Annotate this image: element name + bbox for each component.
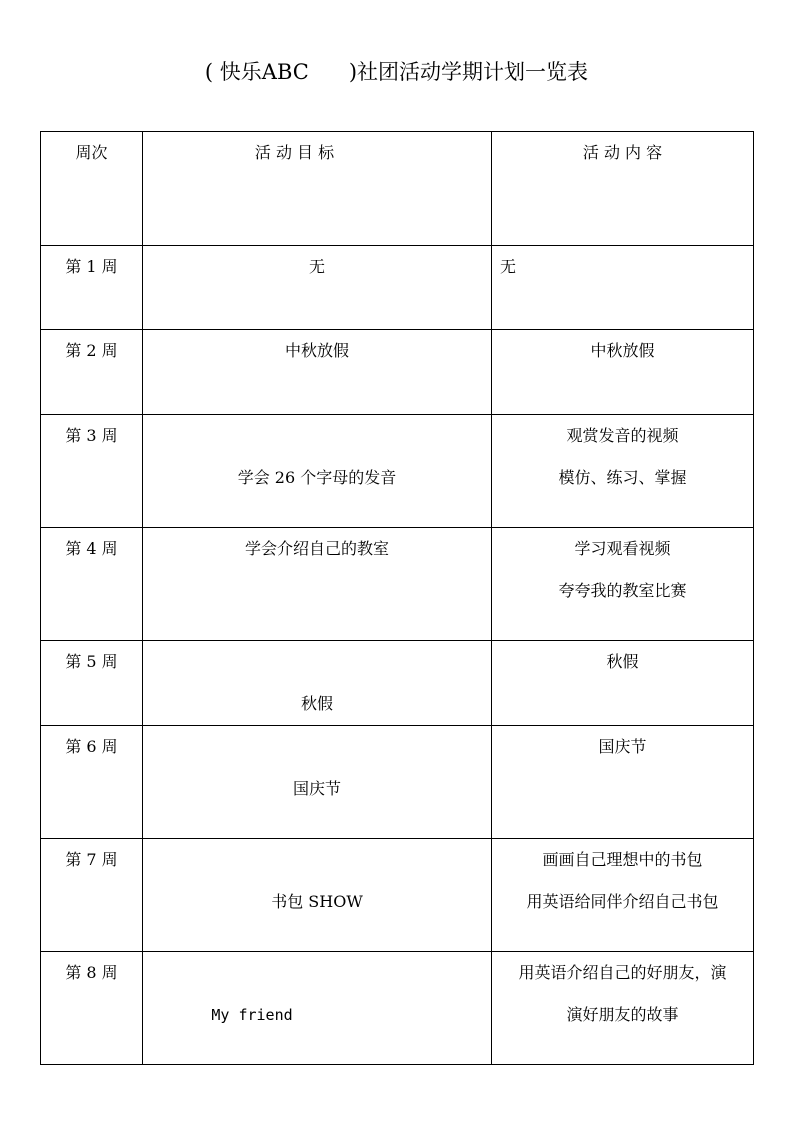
table-row <box>41 952 754 1065</box>
goal-cell <box>143 641 492 726</box>
week-cell <box>41 726 143 839</box>
goal-cell <box>143 415 492 528</box>
content-line: 模仿、练习、掌握 <box>558 468 687 487</box>
content-cell <box>492 726 754 839</box>
content-cell <box>492 330 754 415</box>
goal-text: 无 <box>308 257 325 276</box>
content-line: 夸夸我的教室比赛 <box>558 581 687 600</box>
week-cell <box>41 330 143 415</box>
content-line: 画画自己理想中的书包 <box>542 850 703 869</box>
header-content-label: 活 动 内 容 <box>582 143 663 162</box>
goal-text: My friend <box>211 1006 293 1024</box>
goal-cell <box>143 330 492 415</box>
content-cell <box>492 246 754 330</box>
table-row <box>41 415 754 528</box>
content-line: 无 <box>500 257 517 276</box>
goal-text: 学会 26 个字母的发音 <box>237 468 397 487</box>
table-row <box>41 528 754 641</box>
content-cell <box>492 528 754 641</box>
content-cell <box>492 839 754 952</box>
week-label: 第 4 周 <box>65 539 118 558</box>
content-cell <box>492 952 754 1065</box>
week-label: 第 6 周 <box>65 737 118 756</box>
week-label: 第 1 周 <box>65 257 118 276</box>
week-cell <box>41 641 143 726</box>
week-label: 第 8 周 <box>65 963 118 982</box>
week-cell <box>41 528 143 641</box>
week-cell <box>41 246 143 330</box>
content-cell <box>492 641 754 726</box>
activity-plan-table <box>40 131 754 1065</box>
week-label: 第 7 周 <box>65 850 118 869</box>
content-line: 学习观看视频 <box>574 539 671 558</box>
table-row <box>41 246 754 330</box>
goal-cell <box>143 246 492 330</box>
content-line: 观赏发音的视频 <box>566 426 679 445</box>
content-line: 用英语介绍自己的好朋友，演 <box>518 963 727 982</box>
week-label: 第 3 周 <box>65 426 118 445</box>
table-row <box>41 641 754 726</box>
goal-cell <box>143 528 492 641</box>
content-line: 用英语给同伴介绍自己书包 <box>526 892 719 911</box>
goal-text: 学会介绍自己的教室 <box>244 539 389 558</box>
table-row <box>41 726 754 839</box>
header-week <box>41 132 143 246</box>
header-goal <box>143 132 492 246</box>
table-row <box>41 839 754 952</box>
content-line: 秋假 <box>606 652 639 671</box>
goal-cell <box>143 839 492 952</box>
content-line: 演好朋友的故事 <box>566 1005 679 1024</box>
goal-text: 中秋放假 <box>284 341 349 360</box>
header-goal-label: 活 动 目 标 <box>254 143 335 162</box>
title-suffix: )社团活动学期计划一览表 <box>348 60 589 84</box>
header-content <box>492 132 754 246</box>
goal-cell <box>143 726 492 839</box>
content-line: 中秋放假 <box>590 341 655 360</box>
goal-cell <box>143 952 492 1065</box>
week-cell <box>41 839 143 952</box>
week-cell <box>41 415 143 528</box>
table-row <box>41 330 754 415</box>
content-cell <box>492 415 754 528</box>
goal-text: 国庆节 <box>292 779 341 798</box>
header-week-label: 周次 <box>75 143 108 162</box>
goal-text: 秋假 <box>300 694 333 713</box>
page-title <box>0 56 793 86</box>
goal-text: 书包 SHOW <box>271 892 363 911</box>
header-row <box>41 132 754 246</box>
title-prefix: ( 快乐ABC <box>204 60 309 84</box>
week-label: 第 5 周 <box>65 652 118 671</box>
week-cell <box>41 952 143 1065</box>
week-label: 第 2 周 <box>65 341 118 360</box>
content-line: 国庆节 <box>598 737 647 756</box>
